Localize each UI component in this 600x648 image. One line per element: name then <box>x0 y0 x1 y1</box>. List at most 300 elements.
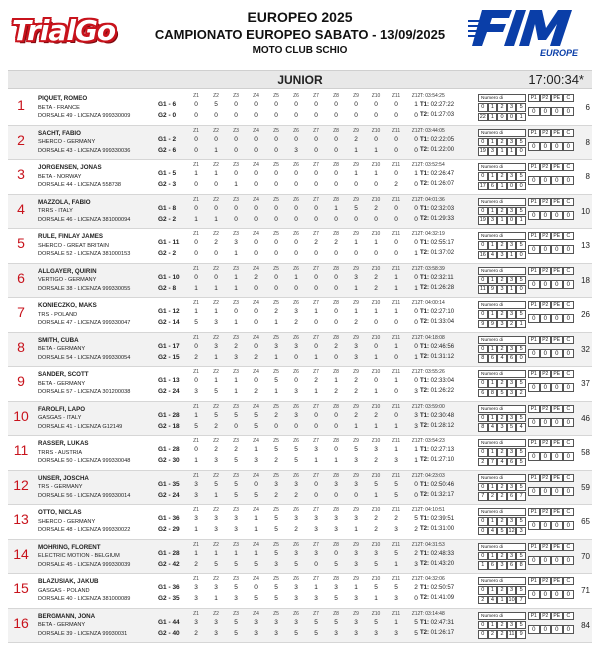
lap2-time <box>420 216 454 222</box>
zone-header: Z8 <box>333 334 339 341</box>
numero-count: 0 <box>497 113 507 122</box>
zone-header: Z4 <box>253 300 259 306</box>
penalty-header: P1 <box>528 508 540 516</box>
zone-header: Z5 <box>273 403 279 410</box>
zone-header: Z1 <box>193 127 199 134</box>
zone-header: Z5 <box>273 231 279 237</box>
zone-header: Z7 <box>313 127 319 134</box>
rider-position: 1 <box>17 97 25 113</box>
zone-score-lap2: 3 <box>314 595 318 602</box>
zone-score-lap2: 1 <box>214 491 218 499</box>
zone-header: Z9 <box>353 576 359 582</box>
zone-header: Z7 <box>313 369 319 375</box>
penalty-header: P1 <box>528 163 540 171</box>
zone-score-lap1: 3 <box>414 411 418 419</box>
penalty-value: 0 <box>551 349 563 358</box>
penalty-headers <box>528 405 574 413</box>
penalty-header: PE <box>551 543 563 551</box>
penalty-value: 0 <box>563 383 575 392</box>
lap1-time-value: 02:32:11 <box>430 274 454 281</box>
numero-keys <box>478 345 526 354</box>
numero-key: 0 <box>478 379 488 388</box>
zone-score-lap1: 2 <box>254 273 258 281</box>
zone-score-lap1: 3 <box>194 584 198 591</box>
zone-score-lap2: 5 <box>254 595 258 602</box>
zone-header: Z1 <box>193 472 199 479</box>
zone-header: Z8 <box>333 300 339 306</box>
lap2-time-value: 01:31:12 <box>430 353 455 360</box>
zone-header: Z11 <box>391 265 401 272</box>
zone-header: Z2 <box>213 403 219 410</box>
penalty-value: 0 <box>563 452 575 461</box>
rider-team: TRRS - AUSTRIA <box>38 449 83 456</box>
rider-position: 5 <box>17 235 25 251</box>
zone-score-lap1: 3 <box>314 549 318 557</box>
zone-header: Z12 <box>411 438 421 444</box>
total-time: T: 03:44:05 <box>420 127 445 134</box>
zone-score-lap1: 1 <box>234 377 238 384</box>
group2-score: G2 - 8 <box>158 284 177 292</box>
penalty-headers <box>528 198 574 206</box>
zone-score-lap1: 5 <box>214 101 218 108</box>
zone-score-lap2: 1 <box>194 284 198 292</box>
table-row <box>8 540 592 575</box>
group1-score: G1 - 28 <box>158 446 180 453</box>
penalty-header: P1 <box>528 405 540 413</box>
zone-score-lap2: 0 <box>314 319 318 326</box>
penalty-headers <box>528 474 574 482</box>
numero-count: 2 <box>478 596 488 605</box>
penalty-header: PE <box>551 232 563 240</box>
numero-counts <box>478 630 526 639</box>
zone-score-lap1: 3 <box>374 446 378 453</box>
zone-score-lap2: 3 <box>354 457 358 464</box>
zone-score-lap1: 0 <box>194 135 198 143</box>
zone-score-lap1: 0 <box>374 101 378 108</box>
penalty-header: P2 <box>540 474 552 482</box>
penalty-header: P1 <box>528 543 540 551</box>
numero-key: 0 <box>478 172 488 181</box>
numero-key: 1 <box>488 345 498 354</box>
lap1-time <box>420 482 454 488</box>
lap2-time <box>420 526 454 532</box>
penalty-header: PE <box>551 94 563 102</box>
numero-count: 2 <box>488 492 498 501</box>
zone-score-lap1: 0 <box>334 135 338 143</box>
zone-score-lap1: 0 <box>394 170 398 177</box>
lap1-time-value: 02:27:10 <box>430 309 455 315</box>
numero-count: 1 <box>507 147 517 156</box>
zone-score-lap1: 5 <box>234 411 238 419</box>
zone-score-lap1: 1 <box>194 549 198 557</box>
numero-key: 5 <box>516 379 526 388</box>
numero-count: 6 <box>488 354 498 363</box>
zone-header: Z3 <box>233 403 239 410</box>
numero-count: 10 <box>508 596 515 603</box>
numero-count: 19 <box>479 148 486 154</box>
zone-score-lap1: 0 <box>414 480 418 488</box>
zone-score-lap1: 0 <box>374 377 378 384</box>
rider-position: 4 <box>17 200 25 217</box>
zone-score-lap2: 5 <box>274 595 278 602</box>
zone-header: Z1 <box>193 610 199 617</box>
zone-score-lap1: 0 <box>294 170 298 177</box>
zone-header: Z10 <box>371 541 381 548</box>
penalty-value: 0 <box>551 245 563 254</box>
numero-count: 3 <box>488 147 498 156</box>
zone-score-lap1: 0 <box>234 170 238 177</box>
zone-header: Z11 <box>391 541 401 548</box>
numero-key: 0 <box>478 621 488 630</box>
penalty-header: C <box>563 232 575 240</box>
zone-header: Z10 <box>371 369 381 375</box>
penalty-values <box>528 487 574 496</box>
zone-header: Z2 <box>213 334 219 341</box>
numero-key: 1 <box>488 586 498 595</box>
zone-score-lap2: 2 <box>254 353 258 361</box>
zone-score-lap1: 0 <box>254 342 258 350</box>
penalty-value: 0 <box>540 280 552 289</box>
zone-score-lap2: 3 <box>194 388 198 395</box>
penalty-header: C <box>563 94 575 102</box>
zone-header: Z1 <box>193 541 199 548</box>
numero-count: 0 <box>516 285 526 294</box>
t1-label: T1: <box>420 205 429 212</box>
rider-name: KONIECZKO, MAKS <box>38 302 97 309</box>
t1-label: T1: <box>420 550 429 557</box>
zone-score-lap2: 0 <box>234 422 238 430</box>
penalty-value: 0 <box>551 280 563 289</box>
zone-header: Z3 <box>233 334 239 341</box>
numero-count: 16 <box>479 251 486 258</box>
numero-key: 5 <box>516 552 526 561</box>
zone-score-lap2: 2 <box>414 526 418 533</box>
penalty-value: 0 <box>528 383 540 392</box>
numero-title: Numero di <box>478 163 526 171</box>
numero-key: 1 <box>488 138 498 147</box>
numero-key: 2 <box>497 207 507 216</box>
penalty-values <box>528 176 574 185</box>
numero-count: 1 <box>507 285 517 294</box>
numero-count: 6 <box>507 354 517 363</box>
zone-score-lap2: 1 <box>394 422 398 430</box>
zone-score-lap2: 0 <box>414 491 418 499</box>
zone-header: Z1 <box>193 507 199 513</box>
zone-header: Z9 <box>353 162 359 168</box>
zone-score-lap2: 0 <box>314 146 318 154</box>
zone-header: Z5 <box>273 610 279 617</box>
zone-score-lap2: 0 <box>374 250 378 257</box>
zone-score-lap2: 3 <box>274 560 278 568</box>
numero-count: 2 <box>497 492 507 501</box>
numero-key: 0 <box>478 517 488 526</box>
penalty-box <box>528 94 574 122</box>
numero-key: 2 <box>497 448 507 457</box>
numero-keys <box>478 138 526 147</box>
lap2-time <box>420 112 454 118</box>
numero-key: 5 <box>516 172 526 181</box>
group1-score: G1 - 6 <box>158 101 177 108</box>
numero-count: 5 <box>497 527 507 536</box>
zone-header: Z5 <box>273 334 279 341</box>
penalty-value: 0 <box>551 521 563 530</box>
zone-score-lap2: 1 <box>354 422 358 430</box>
zone-header: Z11 <box>391 610 401 617</box>
zone-score-lap2: 0 <box>414 146 418 154</box>
zone-header: Z3 <box>233 127 239 134</box>
zone-header: Z3 <box>233 507 239 513</box>
t2-label: T2: <box>420 491 429 498</box>
zone-score-lap1: 1 <box>394 273 398 281</box>
numero-count: 0 <box>478 527 488 536</box>
lap1-time <box>420 413 454 419</box>
numero-count: 6 <box>507 561 517 570</box>
numero-key: 2 <box>497 517 507 526</box>
numero-key: 2 <box>497 345 507 354</box>
lap2-time-value: 01:41:09 <box>430 595 455 601</box>
numero-key: 2 <box>497 172 507 181</box>
zone-score-lap1: 2 <box>334 239 338 246</box>
zone-score-lap1: 5 <box>394 480 398 488</box>
zone-score-lap2: 5 <box>314 629 318 637</box>
zone-score-lap2: 1 <box>314 388 318 395</box>
zone-header: Z7 <box>313 196 319 203</box>
penalty-value: 0 <box>528 487 540 496</box>
penalty-value: 0 <box>528 280 540 289</box>
numero-box <box>478 198 526 226</box>
zone-header: Z4 <box>253 231 259 237</box>
zone-header: Z5 <box>273 127 279 134</box>
zone-score-lap1: 0 <box>414 342 418 350</box>
zone-score-lap2: 0 <box>274 181 278 188</box>
zone-header: Z1 <box>193 93 199 99</box>
page-subtitle: CAMPIONATO EUROPEO SABATO - 13/09/2025 <box>154 27 446 42</box>
numero-key: 5 <box>516 483 526 492</box>
numero-title: Numero di <box>478 370 526 378</box>
zone-score-lap2: 1 <box>394 560 398 568</box>
lap1-time-value: 02:32:03 <box>430 205 455 212</box>
numero-key: 1 <box>488 414 498 423</box>
lap2-time-value: 01:33:04 <box>430 319 455 325</box>
penalty-value: 0 <box>528 349 540 358</box>
table-row <box>8 505 592 540</box>
zone-score-lap1: 0 <box>274 101 278 108</box>
rider-license: DORSALE 48 - LICENZA 999330022 <box>38 527 131 533</box>
penalty-header: C <box>563 612 575 620</box>
zone-header: Z9 <box>353 300 359 306</box>
table-row <box>8 126 592 161</box>
numero-key: 5 <box>516 276 526 285</box>
zone-header: Z11 <box>391 507 401 513</box>
penalty-header: PE <box>551 508 563 516</box>
zone-header: Z11 <box>391 472 401 479</box>
zone-header: Z11 <box>391 196 401 203</box>
zone-score-lap2: 0 <box>214 181 218 188</box>
zone-score-lap1: 3 <box>374 549 378 557</box>
zone-header: Z9 <box>353 334 359 341</box>
zone-score-lap1: 1 <box>334 204 338 212</box>
numero-counts <box>478 182 526 191</box>
numero-counts <box>478 596 526 605</box>
t2-label: T2: <box>420 422 429 429</box>
zone-score-lap2: 3 <box>414 422 418 430</box>
numero-count: 4 <box>488 251 498 260</box>
zone-header: Z3 <box>233 472 239 479</box>
zone-score-lap1: 0 <box>194 273 198 281</box>
numero-title: Numero di <box>478 198 526 206</box>
zone-score-lap2: 0 <box>234 112 238 119</box>
zone-score-lap1: 5 <box>234 480 238 488</box>
total-score: 6 <box>585 103 590 112</box>
zone-score-lap1: 1 <box>234 549 238 557</box>
rider-license: DORSALE 50 - LICENZA 999330048 <box>38 458 131 464</box>
lap1-time-value: 02:33:04 <box>430 378 455 384</box>
lap1-time-value: 02:55:17 <box>430 240 455 246</box>
zone-score-lap1: 1 <box>314 584 318 591</box>
zone-score-lap2: 3 <box>294 595 298 602</box>
penalty-header: P2 <box>540 301 552 309</box>
category-bar <box>8 70 592 89</box>
numero-key: 2 <box>497 379 507 388</box>
numero-count: 4 <box>488 423 498 432</box>
group2-score: G2 - 29 <box>158 526 180 533</box>
t1-label: T1: <box>420 136 429 143</box>
zone-header: Z6 <box>293 162 299 168</box>
zone-score-lap1: 0 <box>414 377 418 384</box>
numero-count: 1 <box>507 251 517 260</box>
zone-header: Z7 <box>313 507 319 513</box>
numero-key: 5 <box>516 207 526 216</box>
zone-score-lap2: 3 <box>214 457 218 464</box>
lap1-time <box>420 551 454 557</box>
t1-label: T1: <box>420 171 429 177</box>
zone-score-lap1: 1 <box>194 308 198 315</box>
zone-score-lap2: 0 <box>354 215 358 223</box>
zone-header: Z12 <box>411 300 421 306</box>
zone-header: Z6 <box>293 438 299 444</box>
zone-score-lap2: 0 <box>314 491 318 499</box>
lap1-time-value: 02:39:51 <box>430 516 455 522</box>
rider-team: GASGAS - POLAND <box>38 587 90 594</box>
t2-label: T2: <box>420 560 429 567</box>
penalty-headers <box>528 301 574 309</box>
trialgo-logo-text: TrialGo <box>12 14 116 47</box>
numero-title: Numero di <box>478 301 526 309</box>
zone-score-lap2: 2 <box>374 457 378 464</box>
zone-header: Z5 <box>273 472 279 479</box>
zone-score-lap2: 0 <box>374 181 378 188</box>
zone-score-lap1: 0 <box>334 411 338 419</box>
t1-label: T1: <box>420 274 429 281</box>
group1-score: G1 - 28 <box>158 411 180 419</box>
numero-title: Numero di <box>478 336 526 344</box>
lap1-time-value: 02:26:47 <box>430 171 455 177</box>
penalty-headers <box>528 129 574 137</box>
t1-label: T1: <box>420 378 429 384</box>
penalty-value: 0 <box>551 625 563 634</box>
t2-label: T2: <box>420 526 429 532</box>
zone-score-lap1: 3 <box>314 515 318 522</box>
rider-name: RASSER, LUKAS <box>38 440 89 447</box>
numero-key: 2 <box>497 552 507 561</box>
zone-header: Z6 <box>293 369 299 375</box>
lap2-time <box>420 250 454 256</box>
zone-score-lap1: 0 <box>394 101 398 108</box>
rider-name: SMITH, CUBA <box>38 336 79 344</box>
zone-score-lap2: 5 <box>254 560 258 568</box>
zone-header: Z11 <box>391 162 401 168</box>
numero-count: 0 <box>507 216 517 225</box>
penalty-value: 0 <box>528 176 540 185</box>
zone-score-lap1: 0 <box>314 411 318 419</box>
numero-key: 2 <box>497 483 507 492</box>
club-name: MOTO CLUB SCHIO <box>252 45 348 56</box>
group1-score: G1 - 8 <box>158 204 177 212</box>
zone-score-lap2: 1 <box>214 146 218 154</box>
penalty-value: 0 <box>563 487 575 496</box>
rider-license: DORSALE 43 - LICENZA 999330036 <box>38 147 131 154</box>
numero-box <box>478 163 526 191</box>
numero-count: 4 <box>497 458 507 467</box>
zone-header: Z3 <box>233 541 239 548</box>
zone-score-lap1: 1 <box>214 377 218 384</box>
penalty-header: PE <box>551 405 563 413</box>
penalty-box <box>528 439 574 467</box>
penalty-value: 0 <box>551 590 563 599</box>
penalty-box <box>528 543 574 571</box>
zone-score-lap2: 3 <box>414 560 418 568</box>
penalty-value: 0 <box>528 211 540 220</box>
zone-header: Z5 <box>273 541 279 548</box>
zone-header: Z5 <box>273 369 279 375</box>
zone-score-lap1: 3 <box>234 239 238 246</box>
zone-score-lap2: 0 <box>334 284 338 292</box>
zone-score-lap1: 3 <box>214 515 218 522</box>
update-time: 17:00:34* <box>528 72 584 87</box>
zone-score-lap2: 1 <box>374 388 378 395</box>
zone-score-lap1: 1 <box>214 170 218 177</box>
zone-score-lap1: 3 <box>214 342 218 350</box>
penalty-header: C <box>563 163 575 171</box>
lap2-time-value: 01:22:00 <box>430 146 455 153</box>
numero-count: 6 <box>488 182 498 191</box>
numero-count: 1 <box>488 113 498 122</box>
total-score: 8 <box>585 172 590 181</box>
zone-header: Z1 <box>193 438 199 444</box>
table-row <box>8 229 592 264</box>
zone-score-lap2: 0 <box>234 146 238 154</box>
penalty-value: 0 <box>551 418 563 427</box>
total-time: T: 04:32:19 <box>420 231 445 237</box>
total-score: 8 <box>585 137 590 147</box>
zone-header: Z10 <box>371 610 381 617</box>
rider-position: 3 <box>17 166 25 182</box>
zone-header: Z2 <box>213 507 219 513</box>
zone-score-lap2: 0 <box>394 215 398 223</box>
zone-score-lap1: 0 <box>414 239 418 246</box>
zone-score-lap2: 0 <box>254 215 258 223</box>
zone-score-lap1: 3 <box>294 618 298 626</box>
zone-header: Z9 <box>353 369 359 375</box>
zone-score-lap2: 1 <box>234 181 238 188</box>
penalty-values <box>528 349 574 358</box>
penalty-header: C <box>563 267 575 275</box>
zone-score-lap1: 2 <box>414 584 418 591</box>
trialgo-logo <box>12 14 130 50</box>
zone-header: Z3 <box>233 610 239 617</box>
lap1-time <box>420 378 454 384</box>
penalty-values <box>528 452 574 461</box>
